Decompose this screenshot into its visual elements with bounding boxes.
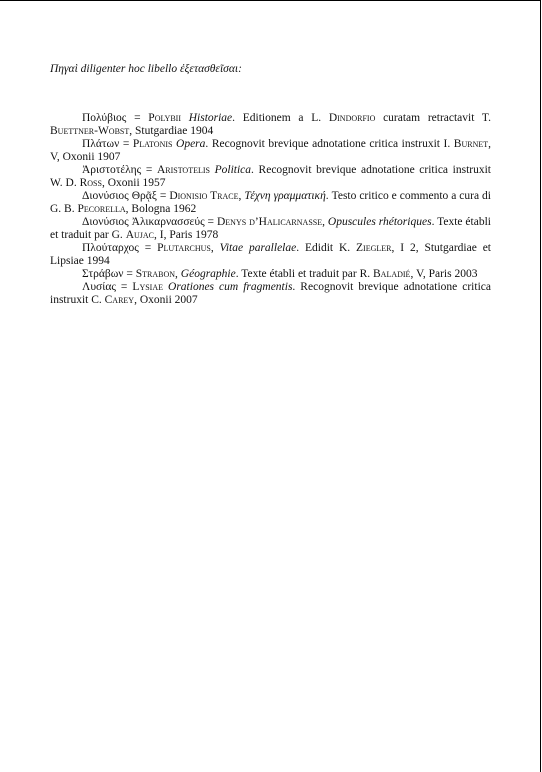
- reference-plutarch: [50, 242, 491, 268]
- author-name: Strabon: [135, 268, 176, 280]
- reference-dionysius-halicarnassus: [50, 216, 491, 242]
- edition-info-2: , I 2, Stutgardiae et Lipsiae 1994: [50, 242, 491, 267]
- work-title: Géographie: [180, 268, 236, 280]
- separator: ,: [210, 242, 220, 254]
- work-title: Orationes cum fragmentis: [168, 281, 293, 293]
- author-name: Platonis: [132, 138, 173, 150]
- edition-info-2: , V, Paris 2003: [410, 268, 478, 280]
- greek-name: Πλούταρχος: [82, 242, 139, 254]
- editor-name-2: Buettner-Wobst: [50, 125, 130, 137]
- work-title: Historiae: [188, 112, 233, 124]
- work-title: Τέχνη γραμματική: [244, 190, 326, 202]
- greek-name: Λυσίας: [82, 281, 116, 293]
- reference-dionysius-thrax: [50, 190, 491, 216]
- edition-info-2: , I, Paris 1978: [154, 229, 219, 241]
- editor-name: Aujac: [125, 229, 154, 241]
- editor-name: Dindorfio: [328, 112, 376, 124]
- greek-name: Στράβων: [82, 268, 124, 280]
- reference-plato: [50, 138, 491, 164]
- equals-sign: =: [123, 268, 136, 280]
- edition-info: . Recognovit brevique adnotatione critica instruxit W. D.: [50, 164, 491, 189]
- greek-name: Διονύσιος Ἀλικαρνασσεύς: [82, 216, 205, 228]
- separator: ,: [322, 216, 328, 228]
- separator: ,: [238, 190, 245, 202]
- greek-name: Πλάτων: [82, 138, 120, 150]
- reference-lysias: [50, 281, 491, 307]
- reference-strabo: [50, 268, 491, 281]
- sources-heading: Πηγαὶ diligenter hoc libello ἐξετασθεῖσαι:: [50, 63, 242, 75]
- author-name: Denys d’Halicarnasse: [216, 216, 323, 228]
- work-title: Vitae parallelae: [219, 242, 297, 254]
- author-name: Aristotelis: [156, 164, 210, 176]
- equals-sign: =: [141, 164, 157, 176]
- greek-name: Ἀριστοτέλης: [82, 164, 142, 176]
- equals-sign: =: [156, 190, 170, 202]
- edition-info: . Texte établi et traduit par G.: [50, 216, 491, 241]
- separator: ,: [175, 268, 181, 280]
- editor-name: Carey: [104, 294, 135, 306]
- equals-sign: =: [138, 242, 158, 254]
- editor-name: Burnet: [453, 138, 489, 150]
- editor-name: Ziegler: [356, 242, 392, 254]
- author-name: Plutarchus: [157, 242, 211, 254]
- editor-name: Ross: [79, 177, 102, 189]
- edition-info-2: , V, Oxonii 1907: [50, 138, 491, 163]
- edition-info: . Recognovit brevique adnotatione critica instruxit C.: [50, 281, 491, 306]
- greek-name: Πολύβιος: [82, 112, 127, 124]
- edition-info: . Editionem a L.: [232, 112, 329, 124]
- work-title: Politica: [214, 164, 252, 176]
- edition-info-2: curatam retractavit T.: [375, 112, 491, 124]
- edition-info-2: , Oxonii 2007: [134, 294, 198, 306]
- reference-aristotle: [50, 164, 491, 190]
- edition-info-2: , Bologna 1962: [125, 203, 197, 215]
- edition-info: . Testo critico e commento a cura di G. B.: [50, 190, 492, 215]
- equals-sign: =: [119, 138, 133, 150]
- author-name: Polybii: [148, 112, 181, 124]
- work-title: Opuscules rhétoriques: [327, 216, 432, 228]
- reference-polybius: [50, 112, 491, 138]
- reference-list: [50, 112, 491, 307]
- edition-info-3: , Stutgardiae 1904: [129, 125, 214, 137]
- equals-sign: =: [204, 216, 217, 228]
- greek-name: Διονύσιος Θρᾷξ: [82, 190, 157, 202]
- editor-name: Baladié: [373, 268, 411, 280]
- separator: [181, 112, 189, 124]
- edition-info-2: , Oxonii 1957: [101, 177, 166, 189]
- editor-name: Pecorella: [77, 203, 126, 215]
- edition-info: . Recognovit brevique adnotatione critica instruxit I.: [205, 138, 454, 150]
- author-name: Dionisio Trace: [169, 190, 239, 202]
- author-name: Lysiae: [132, 281, 164, 293]
- equals-sign: =: [126, 112, 149, 124]
- edition-info: . Edidit K.: [296, 242, 357, 254]
- edition-info: . Texte établi et traduit par R.: [235, 268, 373, 280]
- work-title: Opera: [176, 138, 206, 150]
- equals-sign: =: [115, 281, 133, 293]
